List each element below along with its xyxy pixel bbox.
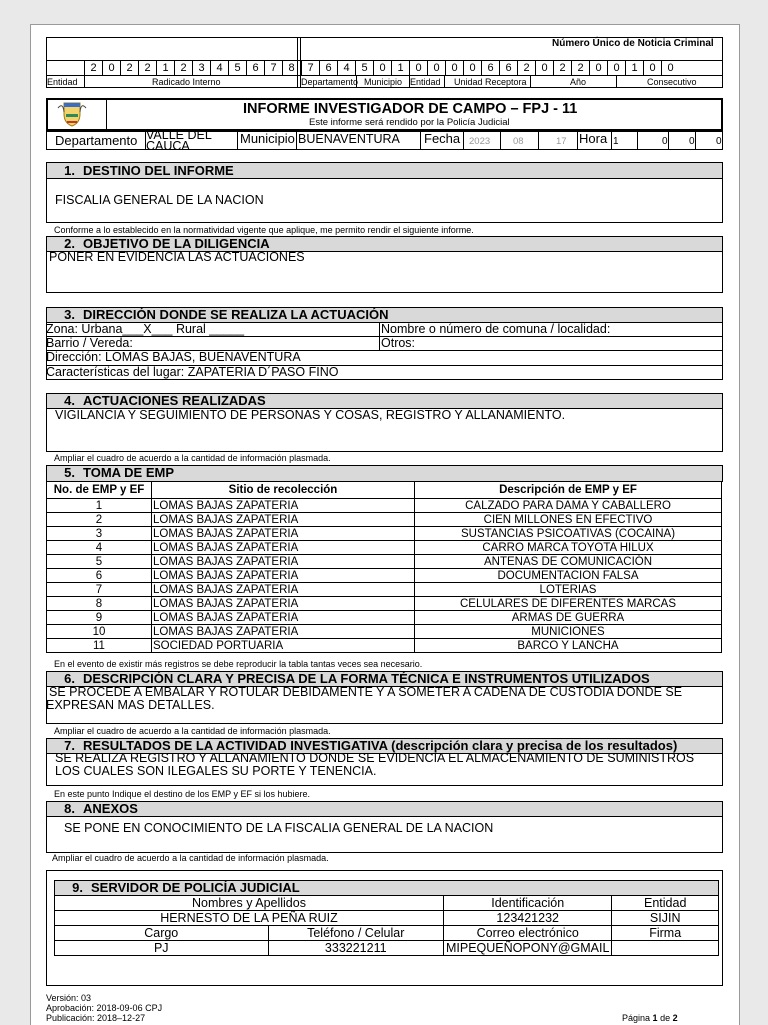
noticia-digit: 0 <box>374 61 392 75</box>
form-title: INFORME INVESTIGADOR DE CAMPO – FPJ - 11 <box>243 101 578 117</box>
zona-field: Zona: Urbana___X___ Rural _____ <box>46 322 245 336</box>
direccion-field: Dirección: LOMAS BAJAS, BUENAVENTURA <box>46 350 301 364</box>
emp-descripcion: ARMAS DE GUERRA <box>415 611 722 625</box>
emp-row <box>47 583 722 597</box>
footer-version: Versión: 03 <box>46 993 92 1003</box>
hora-label: Hora <box>579 131 608 146</box>
servidor-h-ident: Identificación <box>444 896 612 911</box>
noticia-digit: 6 <box>500 61 518 75</box>
servidor-correo: MIPEQUEÑOPONY@GMAIL <box>444 941 612 956</box>
emp-row <box>47 625 722 639</box>
emp-sitio: LOMAS BAJAS ZAPATERIA <box>152 555 415 569</box>
colombia-shield-icon <box>54 100 90 128</box>
label-consecutivo: Consecutivo <box>647 77 697 87</box>
servidor-cargo: PJ <box>55 941 269 956</box>
noticia-digit: 0 <box>410 61 428 75</box>
servidor-ident: 123421232 <box>444 911 612 926</box>
emp-descripcion: BARCO Y LANCHA <box>415 639 722 653</box>
emp-row <box>47 597 722 611</box>
section-8-note: Ampliar el cuadro de acuerdo a la cantidad de información plasmada. <box>52 853 329 863</box>
emp-sitio: LOMAS BAJAS ZAPATERIA <box>152 569 415 583</box>
servidor-h-firma: Firma <box>612 926 719 941</box>
label-departamento: Departamento <box>301 77 359 87</box>
emp-sitio: LOMAS BAJAS ZAPATERIA <box>152 611 415 625</box>
emp-descripcion: ANTENAS DE COMUNICACIÓN <box>415 555 722 569</box>
emp-sitio: LOMAS BAJAS ZAPATERIA <box>152 541 415 555</box>
actuaciones-value: VIGILANCIA Y SEGUIMIENTO DE PERSONAS Y COSAS, REGISTRO Y ALLANAMIENTO. <box>55 408 566 422</box>
servidor-h-entidad: Entidad <box>612 896 719 911</box>
emp-row <box>47 513 722 527</box>
section-4-header: 4. ACTUACIONES REALIZADAS <box>46 393 723 409</box>
noticia-digit: 7 <box>302 61 320 75</box>
noticia-digit: 1 <box>392 61 410 75</box>
tecnica-line-2: EXPRESAN MAS DETALLES. <box>46 698 215 712</box>
emp-number: 3 <box>47 527 152 541</box>
fecha-year: 2023 <box>469 136 491 147</box>
emp-descripcion: CELULARES DE DIFERENTES MARCAS <box>415 597 722 611</box>
barrio-field: Barrio / Vereda: <box>46 336 133 350</box>
emp-number: 7 <box>47 583 152 597</box>
radicado-digit: 1 <box>157 61 175 75</box>
emp-row <box>47 527 722 541</box>
servidor-table <box>54 895 719 956</box>
caracteristicas-field: Características del lugar: ZAPATERIA D´PASO FINO <box>46 365 339 379</box>
emp-sitio: LOMAS BAJAS ZAPATERIA <box>152 597 415 611</box>
section-3-header: 3. DIRECCIÓN DONDE SE REALIZA LA ACTUACIÓN <box>46 307 723 323</box>
emp-descripcion: CALZADO PARA DAMA Y CABALLERO <box>415 499 722 513</box>
objetivo-value: PONER EN EVIDENCIA LAS ACTUACIONES <box>49 250 305 264</box>
radicado-digit: 2 <box>139 61 157 75</box>
emp-col-descripcion: Descripción de EMP y EF <box>415 482 722 499</box>
label-radicado: Radicado Interno <box>152 77 221 87</box>
hora-value-1: 1 <box>613 136 619 147</box>
anexos-value: SE PONE EN CONOCIMIENTO DE LA FISCALIA GENERAL DE LA NACION <box>64 821 494 835</box>
noticia-digit: 6 <box>320 61 338 75</box>
emp-sitio: LOMAS BAJAS ZAPATERIA <box>152 625 415 639</box>
page-number: Página 1 de 2 <box>622 1013 678 1023</box>
emp-row <box>47 611 722 625</box>
resultados-line-1: SE REALIZA REGISTRO Y ALLANAMIENTO DONDE SE EVIDENCIA EL ALMACENAMIENTO DE SUMINISTROS <box>55 751 695 765</box>
noticia-digit: 0 <box>536 61 554 75</box>
emp-descripcion: DOCUMENTACION FALSA <box>415 569 722 583</box>
emp-sitio: LOMAS BAJAS ZAPATERIA <box>152 513 415 527</box>
emp-table <box>46 481 722 653</box>
emp-number: 4 <box>47 541 152 555</box>
section-5-note: En el evento de existir más registros se debe reproducir la tabla tantas veces sea necesario. <box>54 659 423 669</box>
noticia-digit: 2 <box>518 61 536 75</box>
form-subtitle: Este informe será rendido por la Policía Judicial <box>309 117 510 128</box>
section-1-note: Conforme a lo establecido en la normatividad vigente que aplique, me permito rendir el siguiente informe. <box>54 225 474 235</box>
section-8-header: 8. ANEXOS <box>46 801 723 817</box>
section-2-header: 2. OBJETIVO DE LA DILIGENCIA <box>46 236 723 252</box>
servidor-entidad: SIJIN <box>612 911 719 926</box>
municipio-value: BUENAVENTURA <box>298 132 400 146</box>
radicado-digit: 6 <box>247 61 265 75</box>
municipio-label: Municipio <box>240 131 295 146</box>
noticia-digits <box>301 61 679 75</box>
radicado-digit: 8 <box>283 61 301 75</box>
noticia-digit: 6 <box>482 61 500 75</box>
emp-number: 9 <box>47 611 152 625</box>
radicado-digit: 3 <box>193 61 211 75</box>
emp-row <box>47 541 722 555</box>
radicado-digits <box>84 61 300 75</box>
emp-sitio: LOMAS BAJAS ZAPATERIA <box>152 527 415 541</box>
radicado-digit: 2 <box>85 61 103 75</box>
section-9-header: 9. SERVIDOR DE POLICÍA JUDICIAL <box>54 880 719 896</box>
section-4-note: Ampliar el cuadro de acuerdo a la cantidad de información plasmada. <box>54 453 331 463</box>
noticia-title: Número Único de Noticia Criminal <box>552 38 714 49</box>
radicado-digit: 2 <box>121 61 139 75</box>
emp-number: 5 <box>47 555 152 569</box>
noticia-digit: 1 <box>626 61 644 75</box>
servidor-tel: 333221211 <box>268 941 444 956</box>
footer-publicacion: Publicación: 2018–12-27 <box>46 1013 146 1023</box>
departamento-value: VALLE DEL CAUCA <box>146 130 212 149</box>
servidor-h-tel: Teléfono / Celular <box>268 926 444 941</box>
servidor-h-cargo: Cargo <box>55 926 269 941</box>
servidor-nombre: HERNESTO DE LA PEÑA RUIZ <box>55 911 444 926</box>
emp-number: 1 <box>47 499 152 513</box>
emp-sitio: LOMAS BAJAS ZAPATERIA <box>152 499 415 513</box>
radicado-digit: 7 <box>265 61 283 75</box>
resultados-line-2: LOS CUALES SON ILEGALES SU PORTE Y TENENCIA. <box>55 764 377 778</box>
emp-descripcion: LOTERIAS <box>415 583 722 597</box>
emp-number: 8 <box>47 597 152 611</box>
noticia-digit: 2 <box>572 61 590 75</box>
emp-col-sitio: Sitio de recolección <box>152 482 415 499</box>
hora-value-4: 0 <box>716 136 722 147</box>
hora-value-2: 0 <box>662 136 668 147</box>
fecha-label: Fecha <box>424 131 461 146</box>
noticia-digit: 0 <box>590 61 608 75</box>
section-6-header: 6. DESCRIPCIÓN CLARA Y PRECISA DE LA FORMA TÉCNICA E INSTRUMENTOS UTILIZADOS <box>46 671 723 687</box>
radicado-digit: 5 <box>229 61 247 75</box>
emp-number: 11 <box>47 639 152 653</box>
label-municipio: Municipio <box>364 77 403 87</box>
section-5-header: 5. TOMA DE EMP <box>46 465 723 482</box>
emp-sitio: LOMAS BAJAS ZAPATERIA <box>152 583 415 597</box>
label-anio: Año <box>570 77 587 87</box>
section-7-note: En este punto Indique el destino de los EMP y EF si los hubiere. <box>54 789 310 799</box>
tecnica-line-1: SE PROCEDE A EMBALAR Y ROTULAR DEBIDAMENTE Y A SOMETER A CADENA DE CUSTODIA DONDE SE <box>49 685 683 699</box>
label-entidad: Entidad <box>47 77 78 87</box>
noticia-digit: 5 <box>356 61 374 75</box>
hora-value-3: 0 <box>689 136 695 147</box>
destino-value: FISCALIA GENERAL DE LA NACION <box>55 193 264 207</box>
servidor-h-correo: Correo electrónico <box>444 926 612 941</box>
emp-row <box>47 569 722 583</box>
servidor-h-nombres: Nombres y Apellidos <box>55 896 444 911</box>
emp-col-no: No. de EMP y EF <box>47 482 152 499</box>
section-6-note: Ampliar el cuadro de acuerdo a la cantidad de información plasmada. <box>54 726 331 736</box>
emp-descripcion: CIEN MILLONES EN EFECTIVO <box>415 513 722 527</box>
noticia-digit: 4 <box>338 61 356 75</box>
noticia-digit: 2 <box>554 61 572 75</box>
emp-number: 2 <box>47 513 152 527</box>
radicado-digit: 4 <box>211 61 229 75</box>
noticia-digit: 0 <box>428 61 446 75</box>
section-1-header: 1. DESTINO DEL INFORME <box>46 162 723 179</box>
emp-descripcion: CARRO MARCA TOYOTA HILUX <box>415 541 722 555</box>
departamento-label: Departamento <box>55 133 138 148</box>
fecha-day: 17 <box>556 136 567 147</box>
otros-field: Otros: <box>381 336 416 350</box>
emp-row <box>47 555 722 569</box>
emp-row <box>47 499 722 513</box>
fecha-month: 08 <box>513 136 524 147</box>
servidor-firma <box>612 941 719 956</box>
emp-number: 6 <box>47 569 152 583</box>
footer-aprobacion: Aprobación: 2018-09-06 CPJ <box>46 1003 163 1013</box>
noticia-digit: 0 <box>446 61 464 75</box>
emp-row <box>47 639 722 653</box>
emp-sitio: SOCIEDAD PORTUARIA <box>152 639 415 653</box>
emp-descripcion: MUNICIONES <box>415 625 722 639</box>
emp-descripcion: SUSTANCIAS PSICOATIVAS (COCAINA) <box>415 527 722 541</box>
radicado-digit: 0 <box>103 61 121 75</box>
radicado-digit: 2 <box>175 61 193 75</box>
comuna-field: Nombre o número de comuna / localidad: <box>381 322 611 336</box>
section-7-header: 7. RESULTADOS DE LA ACTIVIDAD INVESTIGATIVA (descripción clara y precisa de los resultados) <box>46 738 723 754</box>
noticia-digit: 0 <box>644 61 662 75</box>
emp-number: 10 <box>47 625 152 639</box>
noticia-digit: 0 <box>608 61 626 75</box>
label-entidad-2: Entidad <box>410 77 441 87</box>
label-unidad: Unidad Receptora <box>454 77 527 87</box>
noticia-digit: 0 <box>464 61 482 75</box>
noticia-digit: 0 <box>662 61 680 75</box>
